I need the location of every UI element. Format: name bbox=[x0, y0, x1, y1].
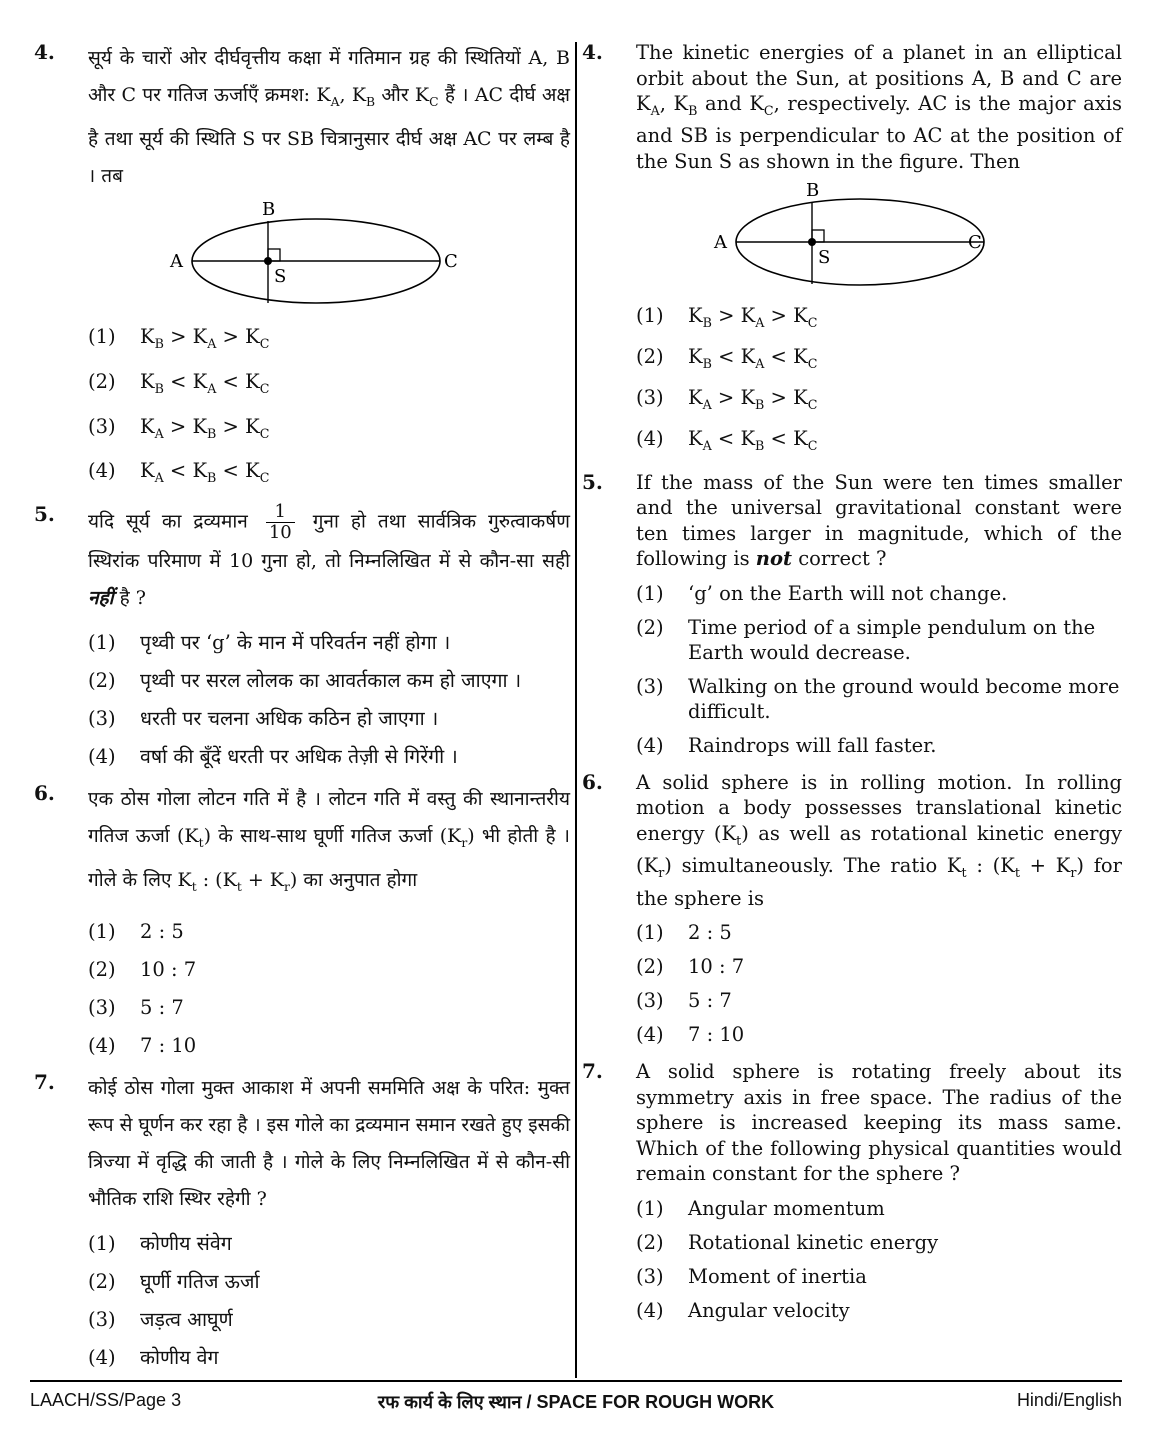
option-text: पृथ्वी पर ‘g’ के मान में परिवर्तन नहीं होगा । bbox=[140, 631, 451, 655]
point-s-label: S bbox=[274, 265, 287, 287]
point-c-label: C bbox=[968, 232, 982, 254]
option-number: (4) bbox=[636, 1023, 664, 1047]
option-number: (1) bbox=[636, 1196, 664, 1220]
option-number: (2) bbox=[636, 615, 664, 639]
option-text: $K_A > K_B > K_C$ bbox=[140, 414, 270, 441]
option-number: (1) bbox=[636, 304, 664, 328]
point-a-label: A bbox=[714, 232, 727, 254]
option-number: (4) bbox=[88, 459, 116, 483]
option-text: पृथ्वी पर सरल लोलक का आवर्तकाल कम हो जाएगा । bbox=[140, 669, 522, 693]
option-number: (2) bbox=[88, 369, 116, 393]
column-divider bbox=[575, 42, 577, 1378]
question-number: 7. bbox=[582, 1059, 603, 1084]
stem-emphasis: not bbox=[755, 547, 792, 571]
options-list bbox=[636, 920, 1122, 1047]
option-text: $K_A < K_B < K_C$ bbox=[688, 427, 818, 453]
option-2 bbox=[88, 668, 570, 693]
option-4 bbox=[88, 744, 570, 769]
question-stem: A solid sphere is in rolling motion. In rolling motion a body possesses translational kinetic energy $(K_t)$ as well as rotational kinetic energy $(K_r)$ simultaneously. The ratio $K_t$ : $(K_t + K_r)$ for the sphere is bbox=[636, 770, 1122, 910]
option-text: धरती पर चलना अधिक कठिन हो जाएगा । bbox=[140, 707, 439, 731]
stem-emphasis: नहीं bbox=[88, 587, 114, 610]
options-list bbox=[636, 1196, 1122, 1323]
option-number: (2) bbox=[636, 345, 664, 369]
options-list bbox=[88, 1231, 570, 1370]
option-1 bbox=[636, 303, 1122, 335]
option-text: $K_B < K_A < K_C$ bbox=[688, 345, 818, 372]
point-a-label: A bbox=[170, 250, 183, 272]
option-text: Time period of a simple pendulum on the Earth would decrease. bbox=[688, 615, 1096, 664]
option-number: (3) bbox=[636, 674, 664, 698]
option-text: $K_A < K_B < K_C$ bbox=[140, 459, 270, 486]
option-1 bbox=[636, 581, 1122, 606]
stem-text: गुना हो तथा सार्वत्रिक गुरुत्वाकर्षण स्थिरांक परिमाण में 10 गुना हो, तो निम्नलिखित में से कौन-सा सही bbox=[88, 510, 570, 573]
question-number: 7. bbox=[34, 1069, 55, 1094]
option-3 bbox=[636, 385, 1122, 417]
option-number: (3) bbox=[88, 995, 116, 1019]
option-text: कोणीय संवेग bbox=[140, 1231, 232, 1255]
option-text: Angular velocity bbox=[688, 1298, 850, 1322]
stem-text: If the mass of the Sun were ten times smaller and the universal gravitational constant were ten times larger in magnitude, which of the following is bbox=[636, 470, 1122, 571]
option-text: घूर्णी गतिज ऊर्जा bbox=[140, 1269, 260, 1293]
option-1 bbox=[88, 630, 570, 655]
option-number: (1) bbox=[88, 324, 116, 348]
option-4 bbox=[88, 458, 570, 490]
option-3 bbox=[636, 1264, 1122, 1289]
question-7-english bbox=[582, 1059, 1122, 1323]
stem-text: correct ? bbox=[798, 547, 887, 571]
option-2 bbox=[636, 344, 1122, 376]
option-4 bbox=[636, 1298, 1122, 1323]
option-2 bbox=[636, 954, 1122, 979]
option-4 bbox=[636, 1022, 1122, 1047]
option-3 bbox=[88, 414, 570, 446]
option-3 bbox=[636, 674, 1122, 724]
option-number: (3) bbox=[636, 989, 664, 1013]
option-text: $K_A > K_B > K_C$ bbox=[688, 386, 818, 413]
option-4 bbox=[636, 426, 1122, 458]
fraction-numerator: 1 bbox=[274, 501, 286, 523]
option-number: (1) bbox=[636, 921, 664, 945]
option-text: 10 : 7 bbox=[140, 957, 197, 981]
question-number: 4. bbox=[34, 40, 55, 64]
question-number: 5. bbox=[34, 502, 55, 527]
options-list bbox=[636, 303, 1122, 458]
option-text: जड़त्व आघूर्ण bbox=[140, 1307, 233, 1331]
option-text: 5 : 7 bbox=[688, 989, 732, 1013]
option-4 bbox=[88, 1345, 570, 1370]
question-4-hindi bbox=[34, 40, 570, 490]
options-list bbox=[88, 630, 570, 769]
stem-text: यदि सूर्य का द्रव्यमान bbox=[88, 510, 248, 533]
option-number: (3) bbox=[88, 414, 116, 438]
options-list bbox=[636, 581, 1122, 758]
fraction-one-tenth bbox=[266, 502, 295, 543]
option-text: Walking on the ground would become more difficult. bbox=[688, 674, 1120, 723]
question-number: 5. bbox=[582, 469, 603, 494]
option-2 bbox=[636, 615, 1122, 665]
option-number: (4) bbox=[636, 733, 664, 757]
options-list bbox=[88, 919, 570, 1058]
footer-language: Hindi/English bbox=[1016, 1390, 1122, 1410]
option-1 bbox=[636, 1196, 1122, 1221]
question-4-english bbox=[582, 40, 1122, 458]
footer-rough-work: रफ कार्य के लिए स्थान / SPACE FOR ROUGH WORK bbox=[377, 1392, 775, 1412]
footer-rule bbox=[30, 1380, 1122, 1382]
option-1 bbox=[636, 920, 1122, 945]
option-text: Raindrops will fall faster. bbox=[688, 733, 937, 757]
question-number: 4. bbox=[582, 40, 603, 64]
option-number: (4) bbox=[636, 1298, 664, 1322]
question-6-english bbox=[582, 770, 1122, 1047]
fraction-denominator: 10 bbox=[266, 522, 295, 543]
option-text: $K_B > K_A > K_C$ bbox=[688, 304, 818, 331]
question-stem: A solid sphere is rotating freely about its symmetry axis in free space. The radius of the sphere is increased keeping its mass same. Which of the following physical quantities would remain constant for the sphere ? bbox=[636, 1060, 1122, 1186]
option-text: ‘g’ on the Earth will not change. bbox=[688, 581, 1008, 605]
option-number: (1) bbox=[88, 1231, 116, 1255]
option-text: Rotational kinetic energy bbox=[688, 1230, 939, 1254]
option-4 bbox=[636, 733, 1122, 758]
option-number: (2) bbox=[636, 1230, 664, 1254]
hindi-column bbox=[34, 40, 570, 1382]
option-text: 5 : 7 bbox=[140, 995, 184, 1019]
question-stem: एक ठोस गोला लोटन गति में है । लोटन गति में वस्तु की स्थानान्तरीय गतिज ऊर्जा $(K_t)$ के साथ-साथ घूर्णी गतिज ऊर्जा $(K_r)$ भी होती है । गोले के लिए $K_t$ : $(K_t + K_r)$ का अनुपात होगा bbox=[88, 788, 570, 894]
footer-page-code: LAACH/SS/Page 3 bbox=[30, 1390, 182, 1410]
question-stem: The kinetic energies of a planet in an elliptical orbit about the Sun, at positions A, B and C are $K_A$, $K_B$ and $K_C$, respectively. AC is the major axis and SB is perpendicular to AC at the position of the Sun S as shown in the figure. Then bbox=[636, 41, 1122, 173]
point-s-label: S bbox=[818, 247, 831, 269]
ellipse-orbit-diagram bbox=[144, 197, 570, 311]
ellipse-orbit-diagram bbox=[688, 176, 1122, 294]
option-number: (1) bbox=[88, 631, 116, 655]
option-2 bbox=[88, 957, 570, 982]
option-text: 10 : 7 bbox=[688, 955, 745, 979]
option-text: 7 : 10 bbox=[140, 1033, 197, 1057]
option-text: कोणीय वेग bbox=[140, 1345, 219, 1369]
option-3 bbox=[636, 988, 1122, 1013]
option-text: 2 : 5 bbox=[140, 919, 184, 943]
question-number: 6. bbox=[34, 781, 55, 806]
option-3 bbox=[88, 706, 570, 731]
option-1 bbox=[88, 919, 570, 944]
option-3 bbox=[88, 1307, 570, 1332]
english-column bbox=[582, 40, 1122, 1335]
option-number: (4) bbox=[88, 1033, 116, 1057]
question-7-hindi bbox=[34, 1070, 570, 1370]
point-b-label: B bbox=[262, 198, 276, 220]
option-number: (2) bbox=[636, 955, 664, 979]
option-number: (4) bbox=[88, 745, 116, 769]
question-5-hindi bbox=[34, 502, 570, 769]
question-stem bbox=[636, 470, 1122, 572]
option-number: (1) bbox=[88, 919, 116, 943]
option-text: 2 : 5 bbox=[688, 921, 732, 945]
option-text: 7 : 10 bbox=[688, 1023, 745, 1047]
option-number: (3) bbox=[88, 1307, 116, 1331]
option-number: (1) bbox=[636, 581, 664, 605]
option-number: (2) bbox=[88, 1269, 116, 1293]
option-1 bbox=[88, 324, 570, 356]
option-number: (3) bbox=[636, 386, 664, 410]
option-2 bbox=[636, 1230, 1122, 1255]
option-text: Angular momentum bbox=[688, 1196, 885, 1220]
question-6-hindi bbox=[34, 781, 570, 1058]
option-number: (3) bbox=[636, 1264, 664, 1288]
option-2 bbox=[88, 1269, 570, 1294]
option-number: (3) bbox=[88, 707, 116, 731]
option-1 bbox=[88, 1231, 570, 1256]
option-number: (4) bbox=[88, 1345, 116, 1369]
question-stem: कोई ठोस गोला मुक्त आकाश में अपनी सममिति अक्ष के परित: मुक्त रूप से घूर्णन कर रहा है । इस गोले का द्रव्यमान समान रखते हुए इसकी त्रिज्या में वृद्धि की जाती है । गोले के लिए निम्नलिखित में से कौन-सी भौतिक राशि स्थिर रहेगी ? bbox=[88, 1076, 570, 1210]
option-number: (2) bbox=[88, 957, 116, 981]
option-text: वर्षा की बूँदें धरती पर अधिक तेज़ी से गिरेंगी । bbox=[140, 745, 458, 769]
question-stem: सूर्य के चारों ओर दीर्घवृत्तीय कक्षा में गतिमान ग्रह की स्थितियों A, B और C पर गतिज ऊर्जाएँ क्रमश: $K_A$, $K_B$ और $K_C$ हैं । AC दीर्घ अक्ष है तथा सूर्य की स्थिति S पर SB चित्रानुसार दीर्घ अक्ष AC पर लम्ब है । तब bbox=[88, 47, 570, 187]
point-b-label: B bbox=[806, 180, 820, 202]
option-text: $K_B < K_A < K_C$ bbox=[140, 369, 270, 396]
option-2 bbox=[88, 369, 570, 401]
option-3 bbox=[88, 995, 570, 1020]
stem-text: है ? bbox=[119, 587, 146, 610]
option-text: $K_B > K_A > K_C$ bbox=[140, 324, 270, 351]
question-5-english bbox=[582, 470, 1122, 758]
point-c-label: C bbox=[444, 250, 458, 272]
option-4 bbox=[88, 1033, 570, 1058]
question-stem bbox=[88, 502, 570, 617]
options-list bbox=[88, 324, 570, 491]
option-text: Moment of inertia bbox=[688, 1264, 867, 1288]
option-number: (4) bbox=[636, 427, 664, 451]
option-number: (2) bbox=[88, 669, 116, 693]
question-number: 6. bbox=[582, 769, 603, 794]
